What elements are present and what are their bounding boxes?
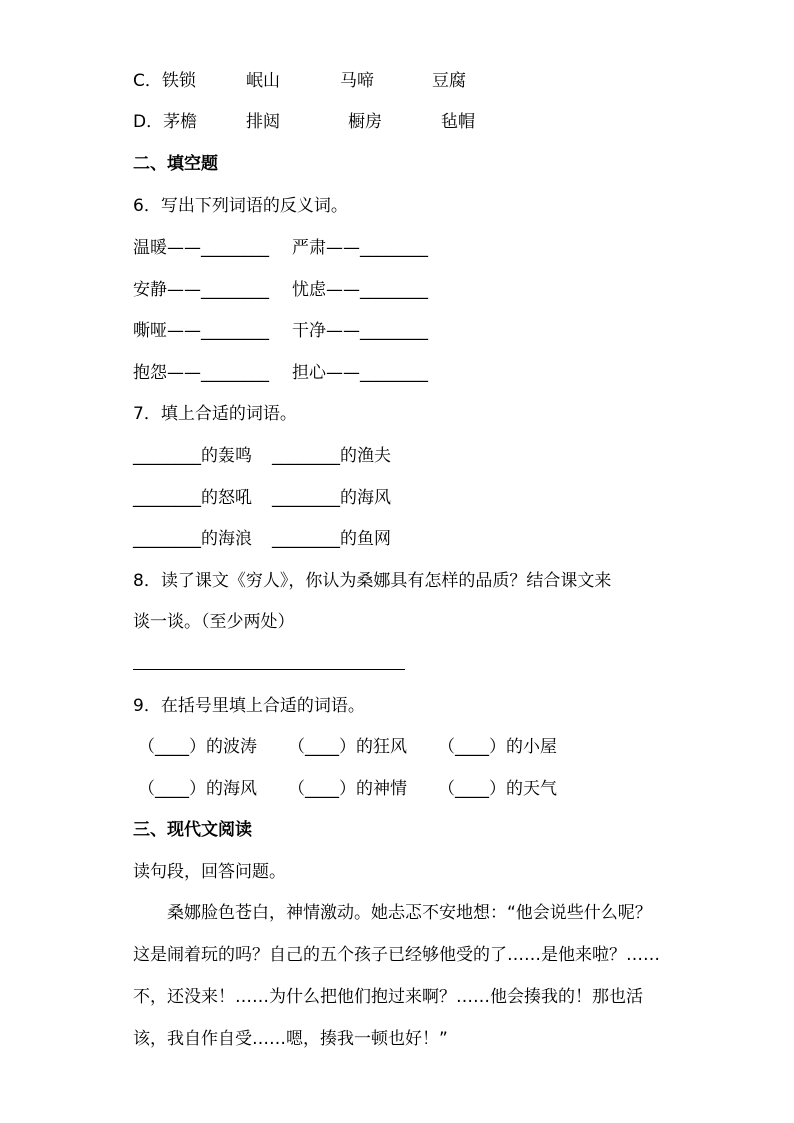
antonym-item: 安静——________ bbox=[133, 280, 269, 300]
option-d-item: 橱房 bbox=[348, 112, 382, 132]
section-title: 二、填空题 bbox=[133, 154, 218, 174]
question-7-title: 7．填上合适的词语。 bbox=[133, 404, 297, 424]
fill-item: ________的鱼网 bbox=[272, 529, 391, 549]
fill-item: ________的怒吼 bbox=[133, 488, 252, 508]
section-title: 三、现代文阅读 bbox=[133, 820, 252, 840]
question-6-title: 6．写出下列词语的反义词。 bbox=[133, 196, 348, 216]
reading-instruction: 读句段，回答问题。 bbox=[133, 862, 286, 882]
antonym-item: 严肃——________ bbox=[292, 238, 428, 258]
option-c-item: 马啼 bbox=[340, 71, 374, 91]
option-d-item: 排闼 bbox=[246, 112, 280, 132]
option-d-item: 毡帽 bbox=[441, 112, 475, 132]
question-8-line2: 谈一谈。（至少两处） bbox=[133, 612, 295, 632]
bracket-item: （____）的神情 bbox=[288, 779, 407, 799]
fill-item: ________的轰鸣 bbox=[133, 446, 252, 466]
option-d-label: D．茅檐 bbox=[133, 112, 198, 132]
antonym-item: 担心——________ bbox=[292, 363, 428, 383]
option-c-label: C．铁锁 bbox=[133, 71, 196, 91]
antonym-item: 干净——________ bbox=[292, 321, 428, 341]
bracket-item: （____）的狂风 bbox=[288, 737, 407, 757]
question-8-line1: 8．读了课文《穷人》，你认为桑娜具有怎样的品质？结合课文来 bbox=[133, 571, 612, 591]
fill-item: ________的海风 bbox=[272, 488, 391, 508]
antonym-item: 抱怨——________ bbox=[133, 363, 269, 383]
fill-item: ________的渔夫 bbox=[272, 446, 391, 466]
option-c-item: 岷山 bbox=[246, 71, 280, 91]
antonym-item: 忧虑——________ bbox=[292, 280, 428, 300]
bracket-item: （____）的小屋 bbox=[438, 737, 557, 757]
option-c-item: 豆腐 bbox=[432, 71, 466, 91]
bracket-item: （____）的海风 bbox=[138, 779, 257, 799]
antonym-item: 温暖——________ bbox=[133, 238, 269, 258]
reading-passage: 桑娜脸色苍白，神情激动。她忐忑不安地想：“他会说些什么呢？这是闹着玩的吗？自己的五个孩子已经够他受的了……是他来啦？……不，还没来！……为什么把他们抱过来啊？……他会揍我的！那也活该，我自作自受……嗯，揍我一顿也好！” bbox=[133, 903, 660, 1049]
bracket-item: （____）的波涛 bbox=[138, 737, 257, 757]
antonym-item: 嘶哑——________ bbox=[133, 321, 269, 341]
answer-blank-line bbox=[133, 668, 405, 670]
question-9-title: 9．在括号里填上合适的词语。 bbox=[133, 696, 365, 716]
fill-item: ________的海浪 bbox=[133, 529, 252, 549]
bracket-item: （____）的天气 bbox=[438, 779, 557, 799]
